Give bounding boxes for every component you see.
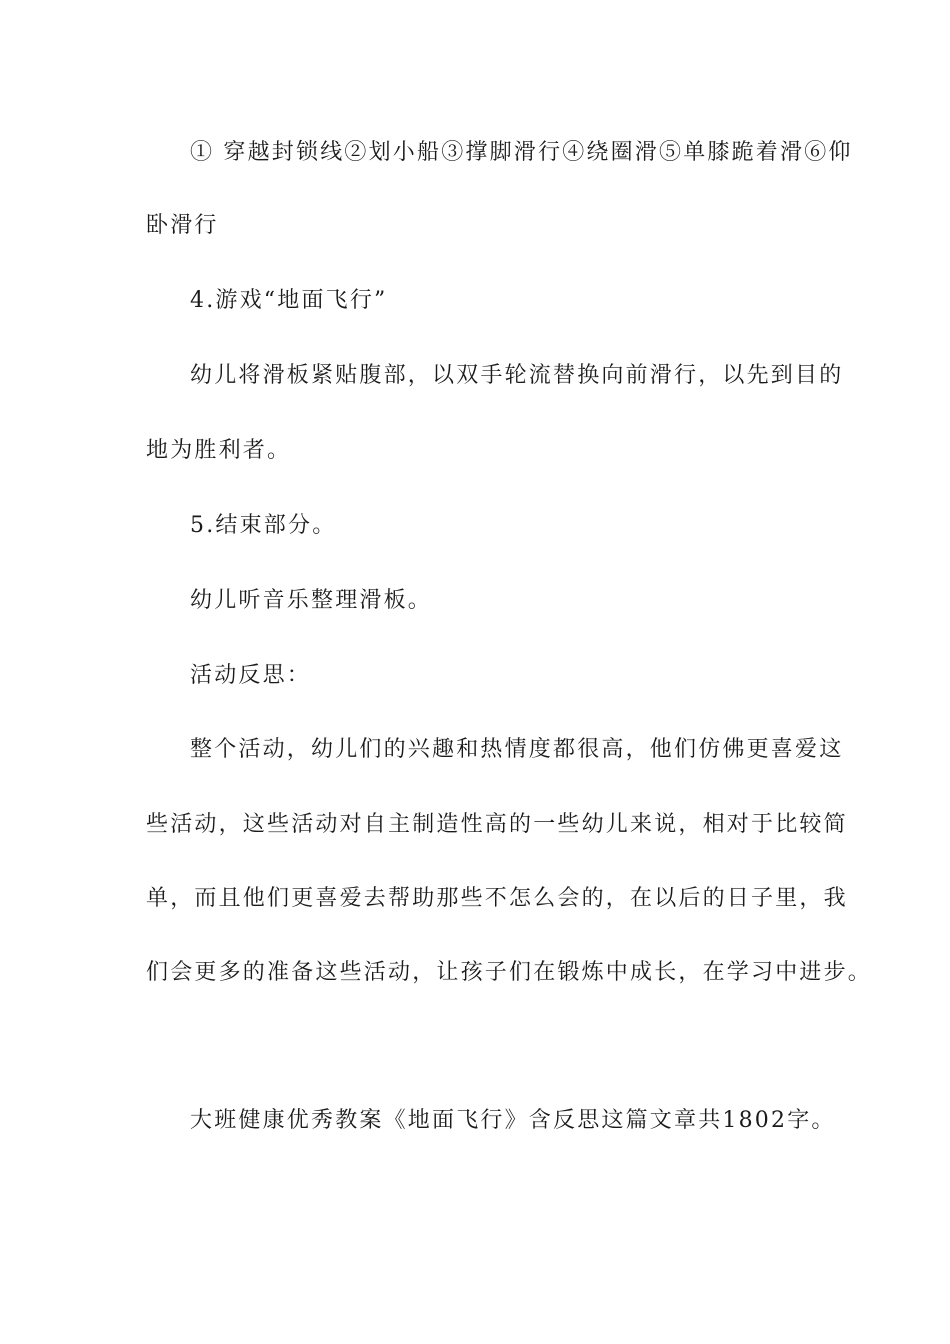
game-description-line-1: 幼儿将滑板紧贴腹部，以双手轮流替换向前滑行，以先到目的 [190,363,844,388]
article-summary: 大班健康优秀教案《地面飞行》含反思这篇文章共1802字。 [190,1108,836,1133]
ending-description: 幼儿听音乐整理滑板。 [190,588,433,613]
activity-list-line-1: ① 穿越封锁线②划小船③撑脚滑行④绕圈滑⑤单膝跪着滑⑥仰 [190,140,853,165]
section-heading-reflection: 活动反思： [190,663,312,688]
reflection-line-4: 们会更多的准备这些活动，让孩子们在锻炼中成长，在学习中进步。 [146,960,873,985]
activity-list-line-2: 卧滑行 [146,213,219,238]
section-heading-ending: 5.结束部分。 [190,513,337,538]
reflection-line-1: 整个活动，幼儿们的兴趣和热情度都很高，他们仿佛更喜爱这 [190,737,844,762]
section-heading-game: 4.游戏“地面飞行” [190,288,388,313]
reflection-line-2: 些活动，这些活动对自主制造性高的一些幼儿来说，相对于比较简 [146,812,848,837]
reflection-line-3: 单，而且他们更喜爱去帮助那些不怎么会的，在以后的日子里，我 [146,886,848,911]
game-description-line-2: 地为胜利者。 [146,438,292,463]
